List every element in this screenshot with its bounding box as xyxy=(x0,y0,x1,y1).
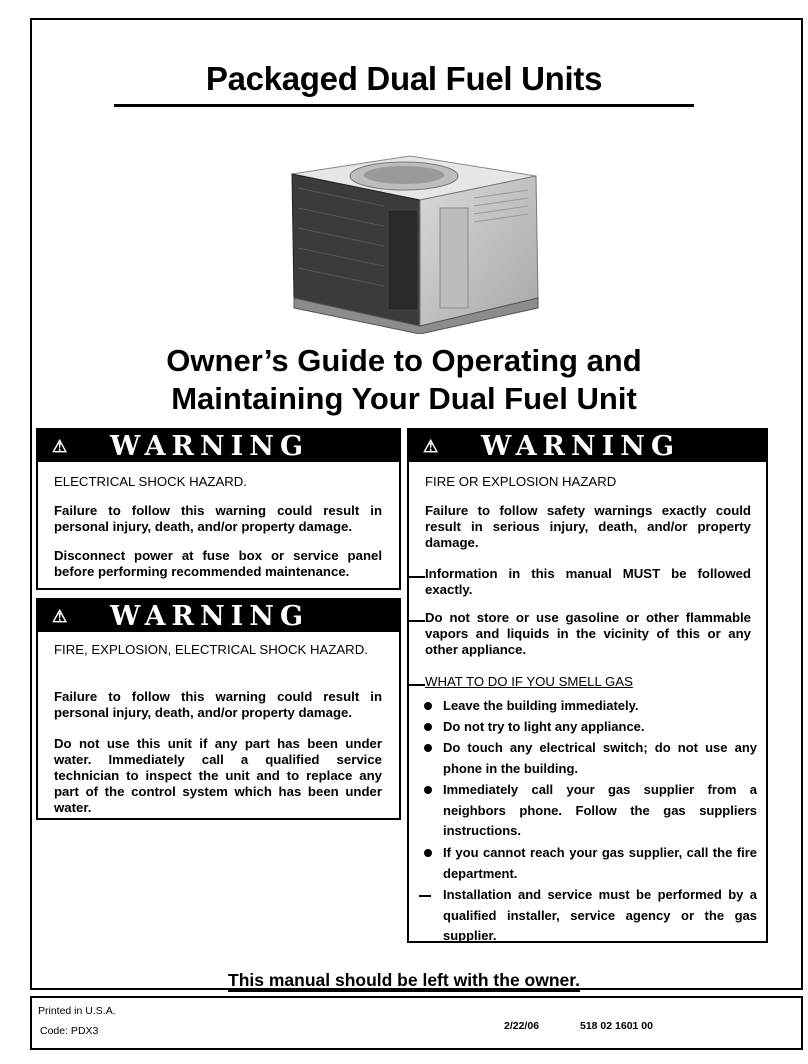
owner-note-text: This manual should be left with the owner. xyxy=(228,970,580,990)
part-number: 518 02 1601 00 xyxy=(580,1020,653,1032)
bullet-item xyxy=(443,696,757,717)
bullet-dot xyxy=(424,849,432,857)
bullet-text: Leave the building immediately. xyxy=(443,698,639,713)
bullet-item xyxy=(443,717,757,738)
print-info-box xyxy=(30,996,803,1050)
hazard-title: FIRE OR EXPLOSION HAZARD xyxy=(425,474,617,489)
dash-marker xyxy=(409,684,425,686)
bullet-text: If you cannot reach your gas supplier, call the fire department. xyxy=(443,845,757,881)
warning-paragraph: Do not use this unit if any part has been under water. Immediately call a qualified service technician to inspect the unit and to replace any part of the control system which has been under water. xyxy=(54,736,382,815)
warning-triangle-icon: ⚠ xyxy=(52,437,68,456)
warning-paragraph: Failure to follow this warning could result in personal injury, death, and/or property damage. xyxy=(54,503,382,534)
bullet-dot xyxy=(424,702,432,710)
dash-marker xyxy=(409,576,425,578)
bullet-item xyxy=(443,843,757,884)
warning-paragraph: Failure to follow this warning could result in personal injury, death, and/or property damage. xyxy=(54,689,382,720)
warning-item: Do not store or use gasoline or other flammable vapors and liquids in the vicinity of this or any other appliance. xyxy=(425,610,751,657)
printed-in: Printed in U.S.A. xyxy=(38,1005,116,1017)
subtitle-line-2: Maintaining Your Dual Fuel Unit xyxy=(171,381,637,416)
gas-smell-heading: WHAT TO DO IF YOU SMELL GAS xyxy=(425,674,633,689)
warning-paragraph: Failure to follow safety warnings exactly could result in serious injury, death, and/or property damage. xyxy=(425,503,751,550)
bullet-text: Immediately call your gas supplier from a neighbors phone. Follow the gas suppliers instructions. xyxy=(443,782,757,838)
warning-paragraph: Disconnect power at fuse box or service panel before performing recommended maintenance. xyxy=(54,548,382,579)
code: Code: PDX3 xyxy=(40,1025,99,1037)
guide-subtitle xyxy=(0,342,808,418)
warning-header xyxy=(409,430,766,462)
warning-electrical-shock xyxy=(36,428,401,590)
dash-marker xyxy=(419,895,431,897)
bullet-text: Do touch any electrical switch; do not use any phone in the building. xyxy=(443,740,757,776)
warning-header xyxy=(38,430,399,462)
subtitle-line-1: Owner’s Guide to Operating and xyxy=(166,343,642,378)
warning-header xyxy=(38,600,399,632)
owner-note xyxy=(0,970,808,991)
warning-fire-explosion xyxy=(407,428,768,943)
page-title: Packaged Dual Fuel Units xyxy=(205,60,603,97)
bullet-dot xyxy=(424,786,432,794)
title-underline xyxy=(114,104,694,107)
installation-note: Installation and service must be performed by a qualified installer, service agency or the gas supplier. xyxy=(443,887,757,943)
warning-fire-explosion-shock xyxy=(36,598,401,820)
warning-item: Information in this manual MUST be followed exactly. xyxy=(425,566,751,597)
warning-triangle-icon: ⚠ xyxy=(52,607,68,626)
warning-label: WARNING xyxy=(110,601,310,632)
dash-marker xyxy=(409,620,425,622)
bullet-dot xyxy=(424,744,432,752)
hazard-title: FIRE, EXPLOSION, ELECTRICAL SHOCK HAZARD. xyxy=(54,642,368,657)
bullet-item xyxy=(443,738,757,779)
hazard-title: ELECTRICAL SHOCK HAZARD. xyxy=(54,474,247,489)
bullet-dot xyxy=(424,723,432,731)
warning-triangle-icon: ⚠ xyxy=(423,437,439,456)
bullet-item xyxy=(443,780,757,842)
product-photo xyxy=(280,148,542,334)
print-date: 2/22/06 xyxy=(504,1020,540,1032)
warning-label: WARNING xyxy=(481,431,681,462)
warning-label: WARNING xyxy=(110,431,310,462)
bullet-text: Do not try to light any appliance. xyxy=(443,719,645,734)
